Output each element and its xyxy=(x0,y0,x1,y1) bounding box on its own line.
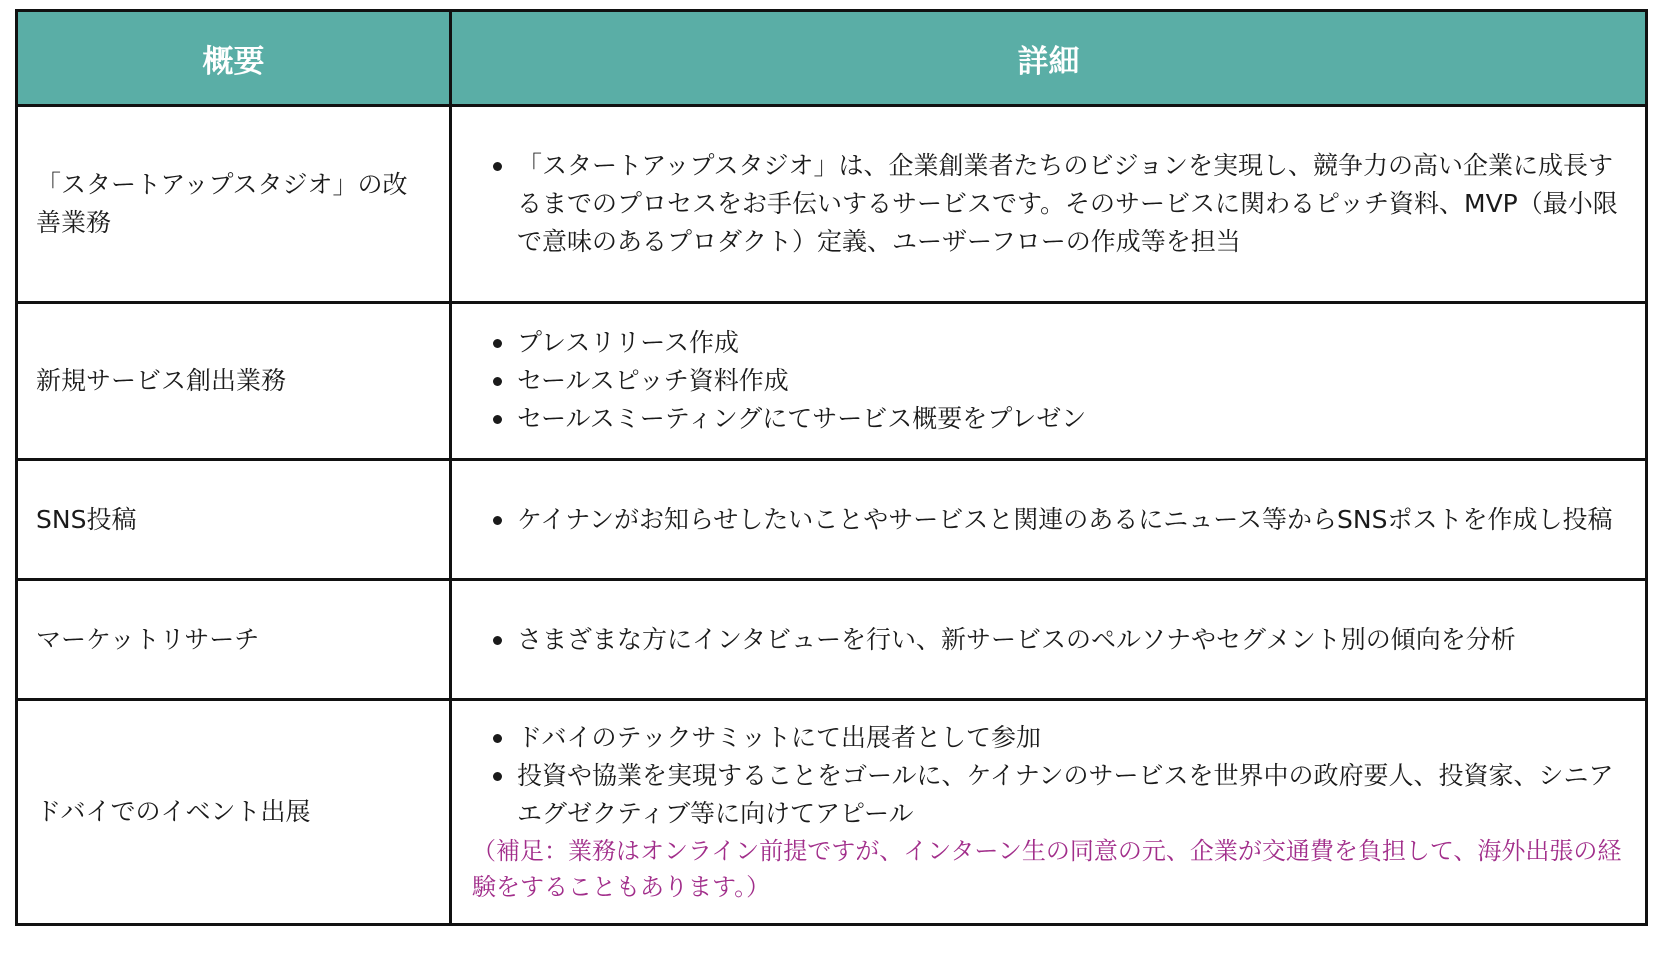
table-row xyxy=(17,303,1647,460)
detail-cell xyxy=(451,106,1647,303)
header-summary: 概要 xyxy=(17,11,451,106)
job-description-table xyxy=(15,9,1648,926)
bullet-list xyxy=(472,621,1629,659)
table-row xyxy=(17,106,1647,303)
detail-cell xyxy=(451,303,1647,460)
list-item: セールスミーティングにてサービス概要をプレゼン xyxy=(472,400,1629,438)
bullet-list xyxy=(472,719,1629,833)
list-item: セールスピッチ資料作成 xyxy=(472,362,1629,400)
bullet-list xyxy=(472,501,1629,539)
detail-cell xyxy=(451,580,1647,700)
summary-cell: 「スタートアップスタジオ」の改善業務 xyxy=(17,106,451,303)
list-item: ドバイのテックサミットにて出展者として参加 xyxy=(472,719,1629,757)
summary-cell: ドバイでのイベント出展 xyxy=(17,700,451,925)
header-row xyxy=(17,11,1647,106)
header-detail: 詳細 xyxy=(451,11,1647,106)
list-item: 「スタートアップスタジオ」は、企業創業者たちのビジョンを実現し、競争力の高い企業に成長するまでのプロセスをお手伝いするサービスです。そのサービスに関わるピッチ資料、MVP（最小限で意味のあるプロダクト）定義、ユーザーフローの作成等を担当 xyxy=(472,147,1629,261)
supplement-note: （補足：業務はオンライン前提ですが、インターン生の同意の元、企業が交通費を負担して、海外出張の経験をすることもあります。） xyxy=(472,837,1622,901)
list-item: さまざまな方にインタビューを行い、新サービスのペルソナやセグメント別の傾向を分析 xyxy=(472,621,1629,659)
summary-cell: マーケットリサーチ xyxy=(17,580,451,700)
detail-cell xyxy=(451,700,1647,925)
list-item: プレスリリース作成 xyxy=(472,324,1629,362)
table-row xyxy=(17,460,1647,580)
bullet-list xyxy=(472,324,1629,438)
summary-cell: 新規サービス創出業務 xyxy=(17,303,451,460)
summary-cell: SNS投稿 xyxy=(17,460,451,580)
bullet-list xyxy=(472,147,1629,261)
detail-cell xyxy=(451,460,1647,580)
table-row xyxy=(17,700,1647,925)
list-item: ケイナンがお知らせしたいことやサービスと関連のあるにニュース等からSNSポストを作成し投稿 xyxy=(472,501,1629,539)
list-item: 投資や協業を実現することをゴールに、ケイナンのサービスを世界中の政府要人、投資家、シニアエグゼクティブ等に向けてアピール xyxy=(472,757,1629,833)
table-row xyxy=(17,580,1647,700)
